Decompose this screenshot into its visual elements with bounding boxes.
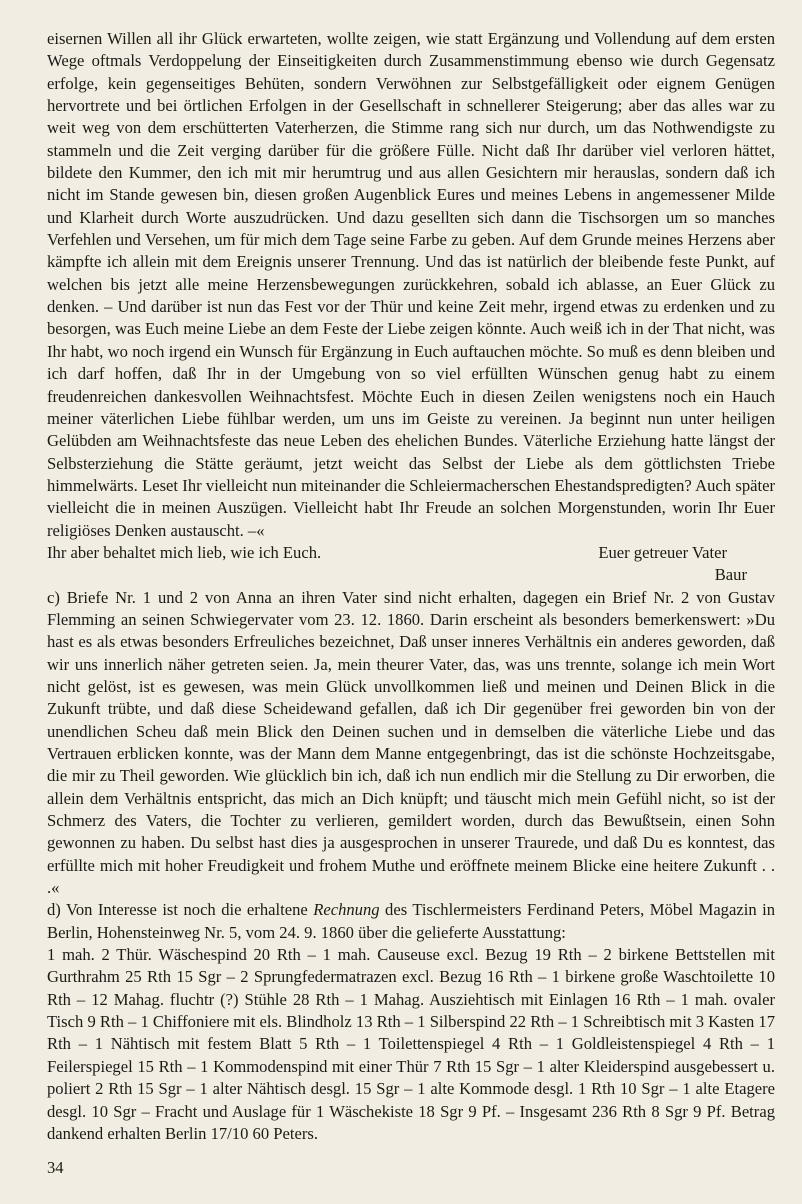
section-d-intro: d) Von Interesse ist noch die erhaltene bbox=[47, 900, 314, 920]
page-text bbox=[47, 28, 775, 1145]
section-d-rest: des Tischlermeisters Ferdinand Peters, Möbel Magazin in Berlin, Hohensteinweg Nr. 5, vom 24. 9. 1860 über die gelieferte Ausstattung: bbox=[47, 900, 775, 942]
section-c-paragraph: c) Briefe Nr. 1 und 2 von Anna an ihren Vater sind nicht erhalten, dagegen ein Brief Nr. 2 von Gustav Flemming an seinen Schwiegervater vom 23. 12. 1860. Darin erscheint als besonders bemerkenswert: »Du hast es als etwas besonders Erfreuliches bezeichnet, Daß unser inneres Verhältnis ein anderes geworden, daß wir uns innerlich näher getreten seien. Ja, mein theurer Vater, das, was uns trennte, solange ich mein Wort nicht gelöst, ist es gewesen, was mein Glück unvollkommen ließ und meinen und Deinen Blick in die Zukunft trübte, und daß diese Scheidewand gefallen, daß ich Dir gegenüber frei geworden bin von der unendlichen Scheu daß mein Blick den Deinen suchen und in demselben die väterliche Liebe und das Vertrauen erblicken konnte, was der Mann dem Manne entgegenbringt, das ist die schönste Hochzeitsgabe, die mir zu Theil geworden. Wie glücklich bin ich, daß ich nun endlich mir die Stellung zu Dir erworben, die allein dem Verhältnis entspricht, das mich an Dich knüpft; und täuscht mich mein Gefühl nicht, so ist der Schmerz des Vaters, die Tochter zu verlieren, gemildert worden, durch das Bewußtsein, einen Sohn gewonnen zu haben. Du selbst hast dies ja ausgesprochen in unserer Traurede, und daß Du es konntest, das erfüllte mich mit hoher Freudigkeit und frohem Muthe und eröffnete meinem Blicke eine heitere Zukunft . . .« bbox=[47, 587, 775, 898]
signature: Baur bbox=[714, 565, 747, 585]
section-d-list: 1 mah. 2 Thür. Wäschespind 20 Rth – 1 mah. Causeuse excl. Bezug 19 Rth – 2 birkene Bettstellen mit Gurthrahm 25 Rth 15 Sgr – 2 Sprungfedermatrazen excl. Bezug 16 Rth – 1 birkene große Waschtoilette 10 Rth – 12 Mahag. fluchtr (?) Stühle 28 Rth – 1 Mahag. Ausziehtisch mit Einlagen 16 Rth – 1 mah. ovaler Tisch 9 Rth – 1 Chiffoniere mit els. Blindholz 13 Rth – 1 Silberspind 22 Rth – 1 Schreibtisch mit 3 Kasten 17 Rth – 1 Nähtisch mit festem Blatt 5 Rth – 1 Toilettenspiegel 4 Rth – 1 Goldleistenspiegel 4 Rth – 1 Feilerspiegel 15 Rth – 1 Kommodenspind mit einer Thür 7 Rth 15 Sgr – 1 alter Kleiderspind ausgebessert u. poliert 2 Rth 15 Sgr – 1 alter Nähtisch desgl. 15 Sgr – 1 alte Kommode desgl. 1 Rth 10 Sgr – 1 alte Etagere desgl. 10 Sgr – Fracht und Auslage für 1 Wäschekiste 18 Sgr 9 Pf. – Insgesamt 236 Rth 8 Sgr 9 Pf. Betrag dankend erhalten Berlin 17/10 60 Peters. bbox=[47, 945, 775, 1143]
closing-right: Euer getreuer Vater bbox=[598, 542, 727, 562]
page-number: 34 bbox=[47, 1158, 64, 1177]
section-d-italic: Rechnung bbox=[313, 900, 380, 920]
closing-left: Ihr aber behaltet mich lieb, wie ich Euch. bbox=[47, 542, 322, 562]
letter-closing bbox=[47, 542, 775, 564]
section-d-paragraph bbox=[47, 899, 775, 944]
letter-body: eisernen Willen all ihr Glück erwarteten, wollte zeigen, wie statt Ergänzung und Vollendung auf dem ersten Wege oftmals Verdoppelung der Einseitigkeiten durch Zusammenstimmung ebenso wie durch Gegensatz erfolge, kein gegenseitiges Behüten, sondern Verwöhnen zur Selbstgefälligkeit oder eignem Genügen hervortrete und bei örtlichen Erfolgen in der Gesellschaft in schnellerer Steigerung; aber das alles war zu weit weg von dem erschütterten Vaterherzen, die Stimme rang sich nur durch, um das Nothwendigste zu stammeln und die Zeit verging darüber für die größere Fülle. Nicht daß Ihr darüber viel verloren hättet, bildete den Kummer, den ich mit mir herumtrug und aus allen Gesichtern mir herauslas, sondern daß ich nicht im Stande gewesen bin, diesen großen Augenblick Eures und meines Lebens in angemessener Milde und Klarheit durch Worte auszudrücken. Und dazu gesellten sich dann die Tischsorgen um so manches Verfehlen und Versehen, um für mich dem Tage seine Farbe zu geben. Auf dem Grunde meines Herzens aber kämpfte ich allein mit dem Ereignis unserer Trennung. Und das ist natürlich der bleibende feste Punkt, auf welchen bis jetzt alle meine Herzensbewegungen zurückkehren, sobald ich ablasse, an Euer Glück zu denken. – Und darüber ist nun das Fest vor der Thür und keine Zeit mehr, irgend etwas zu erdenken und zu besorgen, was Euch meine Liebe an dem Feste der Liebe zeigen könnte. Auch weiß ich in der That nicht, was Ihr habt, wo noch irgend ein Wunsch für Ergänzung in Euch auftauchen möchte. So muß es denn bleiben und ich darf hoffen, daß Ihr in der Umgebung von so viel erfüllten Wünschen genug habt zu einem freudenreichen dankesvollen Weihnachtsfest. Möchte Euch in diesen Zeilen wenigstens noch ein Hauch meiner väterlichen Liebe fühlbar werden, um uns im Geiste zu vereinen. Ja beginnt nun unter heiligen Gelübden am Weihnachtsfeste das neue Leben des ehelichen Bundes. Väterliche Erziehung hatte längst der Selbsterziehung die Stätte geräumt, jetzt weicht das Selbst der Liebe als dem göttlichsten Triebe himmelwärts. Leset Ihr vielleicht nun miteinander die Schleiermacherschen Ehestandspredigten? Auch später vielleicht die in meinen Auszügen. Vielleicht habt Ihr Freude an solchen Morgenstunden, worin Ihr Euer religiöses Denken austauscht. –« bbox=[47, 29, 775, 540]
